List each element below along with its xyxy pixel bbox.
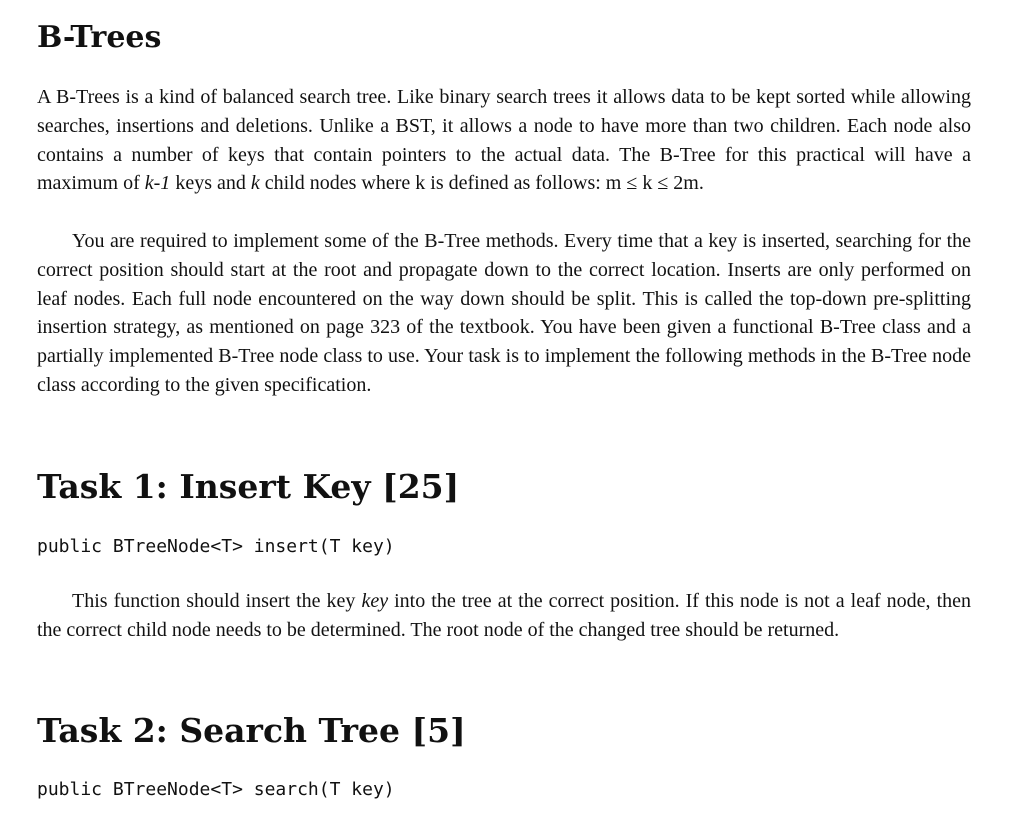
intro-p1-text-b: keys and	[170, 172, 251, 195]
intro-p1-text-a: A B-Trees is a kind of balanced search tree. Like binary search trees it allows data to be kept sorted while allowing searches, insertions and deletions. Unlike a BST, it allows a node to have more than two children. Each node also contains a number of keys that contain pointers to the actual data. The B-Tree for this practical will have a maximum of	[37, 86, 971, 195]
intro-paragraph-2: You are required to implement some of the B-Tree methods. Every time that a key is inserted, searching for the correct position should start at the root and propagate down to the correct location. Inserts are only performed on leaf nodes. Each full node encountered on the way down should be split. This is called the top-down pre-splitting insertion strategy, as mentioned on page 323 of the textbook. You have been given a functional B-Tree class and a partially implemented B-Tree node class to use. Your task is to implement the following methods in the B-Tree node class according to the given specification.	[37, 230, 971, 396]
task-1-desc-text-b: into the tree at the correct position. If this node is not a leaf node, then the correct child node needs to be determined. The root node of the changed tree should be returned.	[37, 590, 971, 641]
page-title: B-Trees	[37, 20, 162, 55]
intro-p1-k-minus-1: k-1	[144, 172, 171, 195]
task-1-signature: public BTreeNode<T> insert(T key)	[37, 536, 395, 557]
task-2-heading: Task 2: Search Tree [5]	[37, 711, 466, 750]
intro-paragraph-1	[37, 83, 971, 198]
task-1-description	[37, 587, 971, 645]
intro-p1-text-c: child nodes where k is defined as follows: m ≤ k ≤ 2m.	[259, 172, 704, 195]
intro-p1-k: k	[250, 172, 260, 195]
task-1-desc-key: key	[361, 590, 389, 612]
task-2-signature: public BTreeNode<T> search(T key)	[37, 779, 395, 800]
task-1-heading: Task 1: Insert Key [25]	[37, 467, 460, 506]
task-1-desc-text-a: This function should insert the key	[72, 590, 362, 612]
